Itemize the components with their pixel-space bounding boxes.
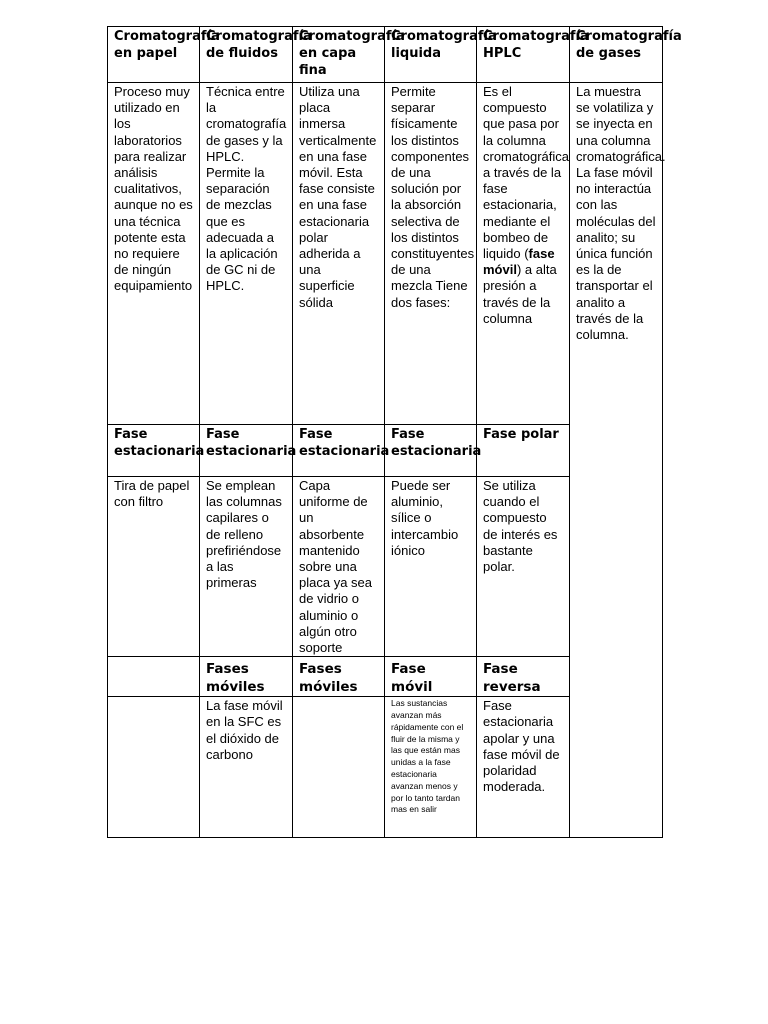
stationary-header-liquida: Fase estacionaria <box>385 425 477 477</box>
description-fluidos: Técnica entre la cromatografía de gases y la HPLC. Permite la separación de mezclas que es adecuada a la aplicación de GC ni de HPLC. <box>200 83 293 425</box>
mobile-header-fluidos: Fases móviles <box>200 657 293 697</box>
description-papel: Proceso muy utilizado en los laboratorios para realizar análisis cualitativos, aunque no es una técnica potente esta no requiere de ningún equipamiento <box>108 83 200 425</box>
header-row <box>108 27 663 83</box>
mobile-fluidos: La fase móvil en la SFC es el dióxido de carbono <box>200 697 293 838</box>
stationary-papel: Tira de papel con filtro <box>108 477 200 657</box>
header-gases: Cromatografía de gases <box>570 27 663 83</box>
stationary-fluidos: Se emplean las columnas capilares o de relleno prefiriéndose a las primeras <box>200 477 293 657</box>
description-hplc-after: ) a alta presión a través de la columna <box>483 262 557 326</box>
reverse-phase-hplc: Fase estacionaria apolar y una fase móvil de polaridad moderada. <box>477 697 570 838</box>
reverse-phase-header-hplc: Fase reversa <box>477 657 570 697</box>
description-hplc-bold: fase móvil <box>483 246 555 278</box>
header-capa-fina: Cromatografía en capa fina <box>293 27 385 83</box>
mobile-header-capa-fina: Fases móviles <box>293 657 385 697</box>
polar-phase-header-hplc: Fase polar <box>477 425 570 477</box>
description-row <box>108 83 663 425</box>
description-hplc-before: Es el compuesto que pasa por la columna cromatográfica a través de la fase estacionaria, mediante el bombeo de liquido ( <box>483 84 569 262</box>
description-capa-fina: Utiliza una placa inmersa verticalmente en una fase móvil. Esta fase consiste en una fase estacionaria polar adherida a una superficie sólida <box>293 83 385 425</box>
mobile-header-liquida: Fase móvil <box>385 657 477 697</box>
mobile-capa-fina <box>293 697 385 838</box>
polar-phase-hplc: Se utiliza cuando el compuesto de interés es bastante polar. <box>477 477 570 657</box>
stationary-liquida: Puede ser aluminio, sílice o intercambio iónico <box>385 477 477 657</box>
stationary-capa-fina: Capa uniforme de un absorbente mantenido sobre una placa ya sea de vidrio o aluminio o algún otro soporte <box>293 477 385 657</box>
mobile-header-papel <box>108 657 200 697</box>
header-papel: Cromatografía en papel <box>108 27 200 83</box>
header-fluidos: Cromatografía de fluidos <box>200 27 293 83</box>
stationary-header-papel: Fase estacionaria <box>108 425 200 477</box>
description-hplc <box>477 83 570 425</box>
description-liquida: Permite separar físicamente los distintos componentes de una solución por la absorción selectiva de los distintos constituyentes de una mezcla Tiene dos fases: <box>385 83 477 425</box>
mobile-liquida: Las sustancias avanzan más rápidamente con el fluir de la misma y las que están mas unidas a la fase estacionaria avanzan menos y por lo tanto tardan mas en salir <box>385 697 477 838</box>
stationary-header-capa-fina: Fase estacionaria <box>293 425 385 477</box>
header-hplc: Cromatografía HPLC <box>477 27 570 83</box>
stationary-header-fluidos: Fase estacionaria <box>200 425 293 477</box>
mobile-papel <box>108 697 200 838</box>
chromatography-table <box>107 26 682 838</box>
description-gases: La muestra se volatiliza y se inyecta en una columna cromatográfica. La fase móvil no interactúa con las moléculas del analito; su única función es la de transportar el analito a través de la columna. <box>570 83 663 838</box>
header-liquida: Cromatografía liquida <box>385 27 477 83</box>
